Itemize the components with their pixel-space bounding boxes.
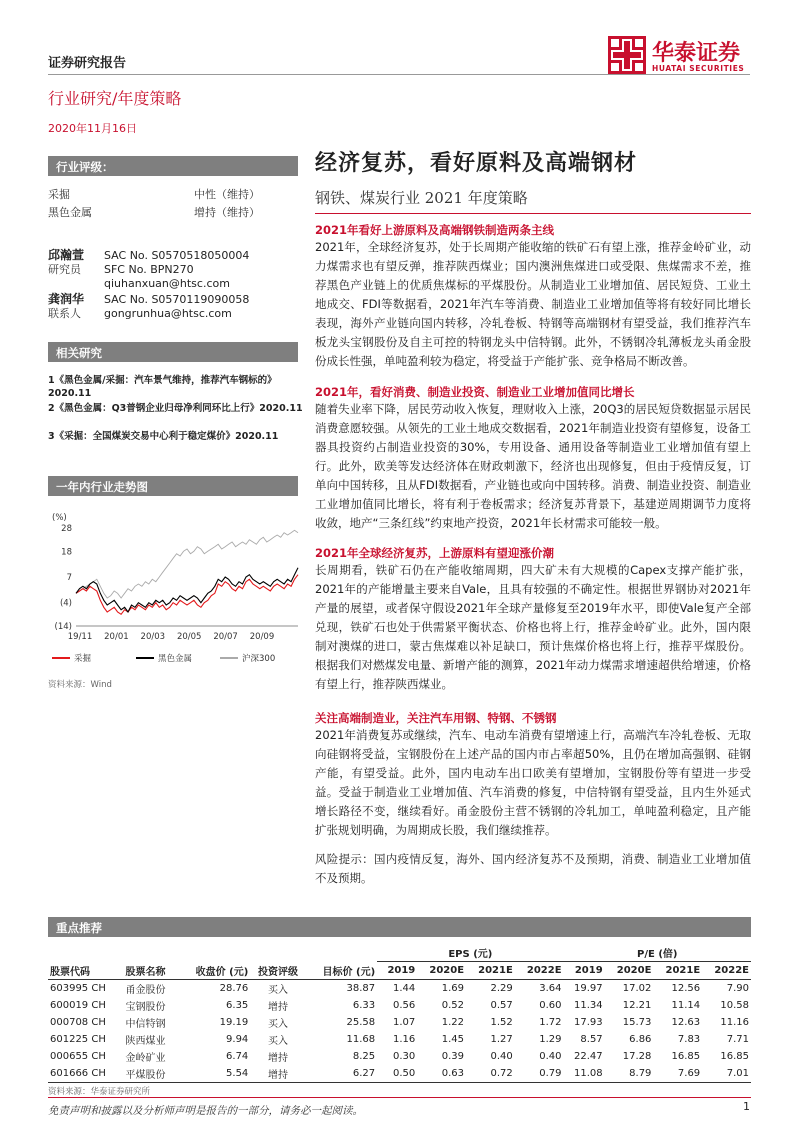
doc-label: 证券研究报告 [48, 56, 127, 71]
rating-industry: 采掘 [48, 188, 70, 201]
y-tick-label: 7 [66, 573, 72, 583]
table-cell: 6.86 [629, 1033, 652, 1045]
analyst-name: 邱瀚萱 [48, 248, 85, 262]
table-cell: 17.02 [622, 982, 652, 994]
table-cell: 0.60 [539, 999, 562, 1011]
table-cell: 金岭矿业 [125, 1052, 166, 1064]
header-divider [48, 74, 750, 75]
table-cell: 1.22 [441, 1016, 465, 1028]
legend-label: 黑色金属 [158, 654, 193, 664]
table-cell: 25.58 [346, 1016, 376, 1028]
sub-title: 钢铁、煤炭行业 2021 年度策略 [315, 189, 528, 207]
column-header: 目标价 (元) [306, 962, 377, 980]
analyst-role: 联系人 [48, 307, 81, 320]
analyst-name: 龚润华 [48, 292, 85, 306]
table-source: 资料来源：华泰证券研究所 [48, 1087, 151, 1097]
table-cell: 买入 [268, 1018, 289, 1030]
title-divider [315, 213, 751, 214]
table-cell: 19.19 [219, 1016, 249, 1028]
disclaimer: 免责声明和披露以及分析师声明是报告的一部分，请务必一起阅读。 [48, 1105, 363, 1117]
table-cell: 12.63 [671, 1016, 701, 1028]
column-header: 2019 [564, 962, 605, 980]
table-cell: 603995 CH [50, 982, 106, 994]
table-cell: 1.45 [441, 1033, 465, 1045]
table-cell: 6.27 [306, 1065, 377, 1083]
table-cell: 1.44 [393, 982, 416, 994]
table-cell: 1.52 [490, 1016, 513, 1028]
page-number: 1 [743, 1100, 750, 1113]
table-cell: 7.69 [653, 1065, 702, 1083]
section-body: 随着失业率下降，居民劳动收入恢复，理财收入上涨，20Q3的居民短贷数据显示居民消费意愿较强。从领先的工业土地成交数据看，2021年制造业投资有望修复，设备工器具投资约占制造业投资的30%，专用设备、通用设备等制造业工业增加值有望上行。此外，欧美等发达经济体在财政刺激下，经济也出现修复，但由于疫情反复，订单向中国转移，且从FDI数据看，产业链也或向中国转移。消费、制造业投资、制造业工业增加值同比增长，将有利于卷板需求；经济复苏背景下，基建逆周期调节力度将收敛，地产“三条红线”约束地产投资，2021年长材需求可能较一般。 [315, 402, 751, 530]
trend-section-title: 一年内行业走势图 [48, 476, 298, 496]
x-tick-label: 20/07 [213, 632, 238, 642]
table-cell: 甬金股份 [125, 984, 166, 996]
related-item[interactable]: 1《黑色金属/采掘：汽车景气维持，推荐汽车钢标的》2020.11 [48, 375, 277, 399]
table-cell: 12.56 [671, 982, 701, 994]
table-cell: 增持 [268, 1001, 289, 1013]
table-cell: 1.72 [539, 1016, 562, 1028]
section-heading: 关注高端制造业，关注汽车用钢、特钢、不锈钢 [315, 711, 557, 725]
table-cell: 0.52 [441, 999, 465, 1011]
column-header: 2021E [653, 962, 702, 980]
huatai-logo-icon [608, 36, 646, 74]
y-tick-label: 28 [61, 524, 72, 534]
table-cell: 1.29 [539, 1033, 562, 1045]
column-header: 2020E [605, 962, 654, 980]
rating-industry: 黑色金属 [48, 206, 92, 219]
table-cell: 000708 CH [50, 1016, 106, 1028]
rating-section-title: 行业评级： [48, 156, 298, 176]
related-item[interactable]: 3《采掘：全国煤炭交易中心利于稳定煤价》2020.11 [48, 431, 279, 442]
section-body: 2021年，全球经济复苏，处于长周期产能收缩的铁矿石有望上涨，推荐金岭矿业，动力煤需求也有望反弹，推荐陕西煤业；国内澳洲焦煤进口或受限、焦煤需求不差，推荐黑色产业链上的优质焦煤标的平煤股份。从制造业工业增加值、居民短贷、工业土地成交、FDI等数据看，2021年汽车等消费、制造业工业增加值等将有较好同比增长表现，海外产业链向国内转移，冷轧卷板、特钢等高端钢材有望受益，我们推荐汽车板龙头宝钢股份及自主可控的特钢龙头中信特钢。此外，不锈钢冷轧薄板龙头甬金股份成长性强，单吨盈利较为稳定，将受益于产能扩张、竞争格局不断改善。 [315, 240, 751, 368]
y-tick-label: 18 [61, 547, 72, 558]
table-cell: 0.40 [490, 1050, 513, 1062]
recommendations-table [48, 944, 751, 1083]
table-cell: 8.79 [605, 1065, 654, 1083]
table-cell: 1.16 [393, 1033, 416, 1045]
table-row [48, 1065, 751, 1083]
x-tick-label: 19/11 [67, 632, 93, 642]
table-cell: 中信特钢 [125, 1018, 166, 1030]
section-heading: 2021年全球经济复苏，上游原料有望迎涨价潮 [315, 546, 555, 560]
huatai-logo [608, 36, 758, 76]
y-tick-label: (4) [59, 598, 72, 609]
table-cell: 601225 CH [50, 1033, 106, 1045]
table-cell: 11.34 [574, 999, 603, 1011]
table-cell: 7.01 [702, 1065, 751, 1083]
table-cell: 16.85 [671, 1050, 701, 1062]
legend-label: 采掘 [74, 654, 92, 664]
report-type: 行业研究/年度策略 [48, 89, 182, 108]
risk-note: 风险提示：国内疫情反复，海外、国内经济复苏不及预期，消费、制造业工业增加值不及预期。 [315, 852, 751, 885]
table-cell: 10.58 [720, 999, 749, 1011]
legend-label: 沪深300 [242, 654, 276, 664]
table-row [48, 1048, 751, 1065]
table-cell: 宝钢股份 [125, 1001, 166, 1013]
logo-en: HUATAI SECURITIES [652, 64, 745, 73]
section-body: 2021年消费复苏或继续，汽车、电动车消费有望增速上行，高端汽车冷轧卷板、无取向硅钢将受益，宝钢股份在上述产品的国内市占率超50%，且仍在增加高强钢、硅钢产能，有望受益。此外，国内电动车出口欧美有望增加，宝钢股份等有望进一步受益。受益于制造业工业增加值、汽车消费的修复，中信特钢有望受益，且内生外延式增长路径不变，继续看好。甬金股份主营不锈钢的冷轧加工，单吨盈利稳定，且产能扩张规划明确，为周期成长股，我们继续推荐。 [315, 728, 751, 837]
table-cell: 0.57 [490, 999, 513, 1011]
x-tick-label: 20/05 [176, 632, 202, 642]
column-header: 投资评级 [250, 962, 305, 980]
table-cell: 7.71 [726, 1033, 749, 1045]
table-cell: 8.25 [352, 1050, 376, 1062]
table-cell: 2.29 [490, 982, 513, 994]
table-cell: 15.73 [622, 1016, 652, 1028]
table-cell: 38.87 [346, 982, 376, 994]
recommendations-title: 重点推荐 [48, 917, 751, 937]
table-cell: 3.64 [539, 982, 562, 994]
pe-group-header: P/E (倍) [564, 944, 751, 962]
table-cell: 买入 [268, 1035, 289, 1047]
trend-chart-svg [48, 510, 303, 670]
analyst-email[interactable]: qiuhanxuan@htsc.com [104, 277, 230, 290]
table-row [48, 1014, 751, 1031]
table-cell: 增持 [250, 1065, 305, 1083]
related-section-title: 相关研究 [48, 342, 298, 362]
column-header: 股票名称 [123, 962, 178, 980]
table-cell: 6.74 [226, 1050, 249, 1062]
column-header: 2019 [377, 962, 417, 980]
table-row [48, 979, 751, 997]
table-cell: 16.85 [720, 1050, 749, 1062]
table-cell: 1.07 [393, 1016, 416, 1028]
column-header: 股票代码 [48, 962, 123, 980]
table-cell: 6.33 [352, 999, 376, 1011]
table-cell: 11.14 [671, 999, 701, 1011]
analyst-role: 研究员 [48, 263, 81, 276]
section-heading: 2021年看好上游原料及高端钢铁制造两条主线 [315, 223, 555, 237]
table-cell: 0.50 [377, 1065, 417, 1083]
table-cell: 0.30 [393, 1050, 416, 1062]
table-cell: 17.28 [622, 1050, 652, 1062]
table-cell: 601666 CH [48, 1065, 123, 1083]
table-cell: 0.72 [466, 1065, 515, 1083]
column-header: 2022E [515, 962, 564, 980]
table-cell: 19.97 [574, 982, 603, 994]
table-cell: 买入 [268, 984, 289, 996]
table-cell: 0.40 [539, 1050, 562, 1062]
x-tick-label: 20/03 [140, 632, 166, 642]
trend-chart [48, 510, 303, 670]
table-cell: 0.39 [441, 1050, 465, 1062]
rating-row [48, 204, 298, 220]
analyst-email[interactable]: gongrunhua@htsc.com [104, 307, 232, 320]
table-cell: 600019 CH [50, 999, 106, 1011]
rating-value: 增持（维持） [194, 206, 260, 219]
section-body: 长周期看，铁矿石仍在产能收缩周期，四大矿未有大规模的Capex支撑产能扩张，2021年的产能增量主要来自Vale，且具有较强的不确定性。根据世界钢协对2021年产量的展望，或者保守假设2021年全球产量修复至2019年水平，即使Vale复产全部兑现，铁矿石也处于供需紧平衡状态、价格也将上行，推荐金岭矿业。此外，国内限制对澳煤的进口，蒙古焦煤难以补足缺口，预计焦煤价格也将上行，推荐平煤股份。根据我们对燃煤发电量、新增产能的测算，2021年动力煤需求增速超供给增速，价格有望上行，推荐陕西煤业。 [315, 563, 751, 691]
column-header: 2020E [417, 962, 466, 980]
table-cell: 增持 [268, 1052, 289, 1064]
main-title: 经济复苏，看好原料及高端钢材 [315, 150, 638, 176]
rating-value: 中性（维持） [194, 188, 260, 201]
report-date: 2020年11月16日 [48, 122, 137, 135]
table-cell: 0.56 [393, 999, 416, 1011]
x-tick-label: 20/01 [104, 632, 129, 642]
column-header: 2022E [702, 962, 751, 980]
related-item[interactable]: 2《黑色金属：Q3普钢企业归母净利同环比上行》2020.11 [48, 403, 303, 414]
table-cell: 22.47 [574, 1050, 603, 1062]
table-cell: 000655 CH [50, 1050, 106, 1062]
column-header: 收盘价 (元) [179, 962, 250, 980]
column-header: 2021E [466, 962, 515, 980]
table-cell: 12.21 [622, 999, 652, 1011]
analyst-card [48, 248, 298, 291]
analyst-sac: SAC No. S0570518050004 [104, 249, 250, 262]
analyst-sfc: SFC No. BPN270 [104, 263, 194, 276]
table-cell: 9.94 [226, 1033, 249, 1045]
x-tick-label: 20/09 [249, 632, 275, 642]
table-cell: 陕西煤业 [125, 1035, 166, 1047]
logo-cn: 华泰证券 [652, 41, 741, 66]
table-cell: 平煤股份 [123, 1065, 178, 1083]
table-cell: 11.68 [346, 1033, 376, 1045]
rating-row [48, 186, 298, 202]
table-cell: 8.57 [580, 1033, 603, 1045]
table-cell: 6.35 [226, 999, 249, 1011]
table-cell: 11.16 [720, 1016, 749, 1028]
table-cell: 17.93 [574, 1016, 603, 1028]
table-cell: 28.76 [219, 982, 249, 994]
table-cell: 1.27 [490, 1033, 513, 1045]
table-cell: 0.63 [417, 1065, 466, 1083]
table-row [48, 997, 751, 1014]
table-cell: 7.83 [677, 1033, 701, 1045]
y-tick-label: (14) [54, 622, 72, 632]
chart-source: 资料来源：Wind [48, 680, 112, 690]
table-cell: 1.69 [441, 982, 465, 994]
analyst-sac: SAC No. S0570119090058 [104, 293, 250, 306]
y-unit-label: (%) [52, 513, 67, 523]
series-line [76, 575, 298, 615]
table-cell: 7.90 [726, 982, 749, 994]
section-heading: 2021年，看好消费、制造业投资、制造业工业增加值同比增长 [315, 385, 635, 399]
analyst-card [48, 292, 298, 321]
footer-divider [48, 1097, 751, 1098]
table-row [48, 1031, 751, 1048]
eps-group-header: EPS (元) [377, 944, 563, 962]
table-cell: 11.08 [564, 1065, 605, 1083]
table-cell: 0.79 [515, 1065, 564, 1083]
table-cell: 5.54 [179, 1065, 250, 1083]
